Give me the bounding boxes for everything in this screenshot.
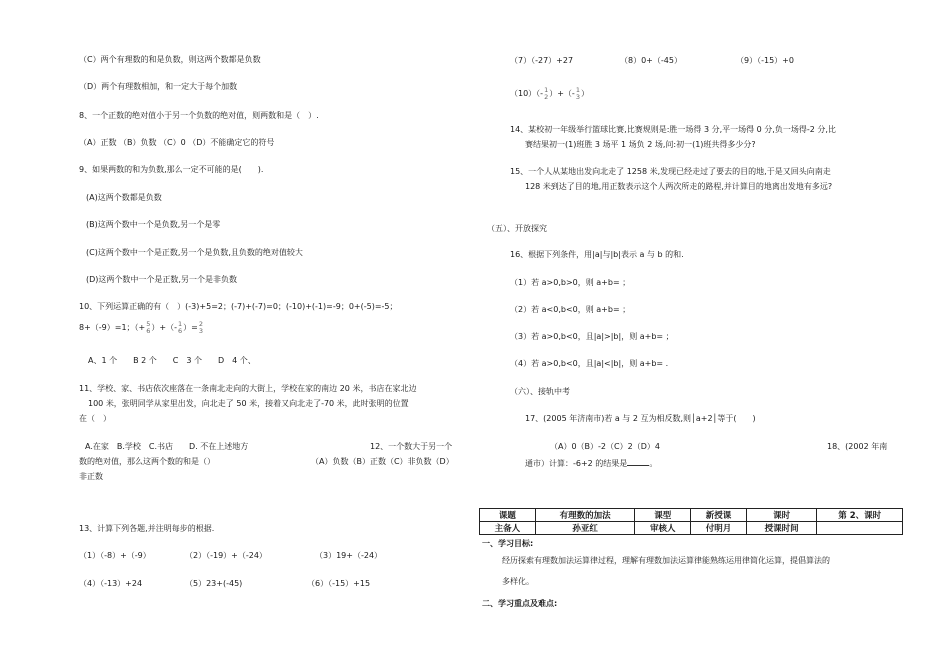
question-12-start: 12、一个数大于另一个 (370, 442, 453, 451)
q16-item-1: （1）若 a>0,b>0，则 a+b= ； (510, 278, 631, 287)
fraction-5-6: 5 6 (146, 319, 151, 335)
question-17-options: （A）0（B）-2（C）2（D）4 (550, 442, 660, 451)
question-12-line2a: 数的绝对值，那么这两个数的和是（） (79, 457, 215, 466)
question-18-line2 (525, 456, 657, 469)
q13-item-1: （1）（-8）+（-9） (79, 551, 151, 560)
question-15-line2: 128 米到达了目的地,用正数表示这个人两次所走的路程,并计算目的地离出发地有多远? (525, 182, 833, 191)
table-cell: 新授课 (691, 509, 747, 522)
question-9-option-a: (A)这两个数都是负数 (86, 193, 162, 202)
question-16: 16、根据下列条件，用|a|与|b|表示 a 与 b 的和. (510, 250, 684, 259)
question-11-options: A.在家 B.学校 C.书店 D. 不在上述地方 (85, 442, 249, 451)
question-18-start: 18、(2002 年南 (827, 442, 888, 451)
answer-blank (627, 456, 649, 466)
section-6-heading: （六）、接轨中考 (510, 387, 570, 396)
fraction-1-2: 1 2 (544, 85, 549, 101)
q13-10-text-a: （10）（- (510, 89, 544, 98)
q7-option-c: （C）两个有理数的和是负数，则这两个数都是负数 (79, 55, 261, 64)
question-9-option-d: (D)这两个数中一个是正数,另一个是非负数 (86, 275, 237, 284)
question-11-line1: 11、学校、家、书店依次座落在一条南北走向的大街上，学校在家的南边 20 米，书店在家北边 (79, 384, 417, 393)
learning-goals-line1: 经历探索有理数加法运算律过程，理解有理数加法运算律能熟练运用律简化运算，提倡算法的 (502, 556, 830, 565)
q13-item-6: （6）（-15）+15 (307, 579, 371, 588)
table-cell: 有理数的加法 (535, 509, 635, 522)
q16-item-3: （3）若 a>0,b<0，且|a|>|b|，则 a+b= ； (510, 332, 674, 341)
question-9-option-c: (C)这两个数中一个是正数,另一个是负数,且负数的绝对值较大 (86, 248, 303, 257)
table-row (480, 509, 903, 522)
question-12-line3: 非正数 (79, 472, 103, 481)
q13-10-text-c: ） (580, 89, 589, 98)
q13-item-9: （9）（-15）+0 (736, 56, 794, 65)
q13-item-5: （5）23+(-45) (185, 579, 243, 588)
question-9-option-b: (B)这两个数中一个是负数,另一个是零 (86, 220, 221, 229)
q18-text: 通市）计算：-6+2 的结果是 (525, 459, 628, 468)
q16-item-4: （4）若 a>0,b<0，且|a|<|b|，则 a+b= . (510, 359, 669, 368)
q13-item-3: （3）19+（-24） (315, 551, 383, 560)
table-cell (817, 522, 903, 535)
q13-item-2: （2）（-19）+（-24） (185, 551, 267, 560)
question-13: 13、计算下列各题,并注明每步的根据. (79, 524, 215, 533)
table-row (480, 522, 903, 535)
q10-text-b: ）+（- (151, 323, 177, 332)
question-10-options: A、1 个 B 2 个 C 3 个 D 4 个、 (88, 356, 256, 365)
question-11-line2: 100 米，张明同学从家里出发，向北走了 50 米，接着又向北走了-70 米，此时张明的位置 (88, 399, 409, 408)
fraction-2-3: 2 3 (198, 319, 203, 335)
q10-text-a: 8+（-9）=1；（+ (79, 323, 146, 332)
question-8-options: （A）正数 （B）负数 （C）0 （D）不能确定它的符号 (79, 138, 275, 147)
question-9: 9、如果两数的和为负数,那么一定不可能的是( ). (79, 165, 264, 174)
q16-item-2: （2）若 a<0,b<0，则 a+b= ； (510, 305, 631, 314)
question-10-line1: 10、下列运算正确的有（ ）(-3)+5=2；(-7)+(-7)=0；(-10)+(-1)=-9；0+(-5)=-5； (79, 302, 398, 311)
table-cell: 课时 (746, 509, 816, 522)
q13-item-7: （7）（-27）+27 (510, 56, 574, 65)
table-cell: 孙亚红 (535, 522, 635, 535)
q13-10-text-b: ）+（- (549, 89, 575, 98)
fraction-1-6: 1 6 (178, 319, 183, 335)
q13-item-8: （8）0+（-45） (620, 56, 682, 65)
question-10-line2 (79, 320, 204, 336)
q18-end: 。 (649, 459, 658, 468)
question-12-options: （A）负数（B）正数（C）非负数（D） (311, 457, 454, 466)
question-15-line1: 15、一个人从某地出发向北走了 1258 米,发现已经走过了要去的目的地,于是又回头向南走 (510, 167, 831, 176)
question-11-line3: 在（ ） (79, 414, 111, 423)
question-8: 8、一个正数的绝对值小于另一个负数的绝对值，则两数和是（ ）. (79, 111, 319, 120)
table-cell: 审核人 (635, 522, 691, 535)
question-14-line2: 赛结果初一(1)班胜 3 场平 1 场负 2 场,问:初一(1)班共得多少分? (525, 140, 756, 149)
table-cell: 第 2、课时 (817, 509, 903, 522)
table-cell: 主备人 (480, 522, 536, 535)
learning-goals-heading: 一、学习目标: (482, 539, 534, 548)
q13-item-4: （4）（-13）+24 (79, 579, 143, 588)
question-14-line1: 14、某校初一年级举行篮球比赛,比赛规则是:胜一场得 3 分,平一场得 0 分,负一场得-2 分,比 (510, 125, 836, 134)
learning-goals-line2: 多样化。 (502, 577, 534, 586)
fraction-1-3: 1 3 (575, 85, 580, 101)
table-cell: 课题 (480, 509, 536, 522)
table-cell: 课型 (635, 509, 691, 522)
section-5-heading: （五）、开放探究 (487, 224, 547, 233)
table-cell: 授课时间 (746, 522, 816, 535)
key-points-heading: 二、学习重点及难点: (482, 599, 558, 608)
q10-text-c: ）= (183, 323, 198, 332)
q7-option-d: （D）两个有理数相加，和一定大于每个加数 (79, 82, 238, 91)
q13-item-10 (510, 86, 589, 102)
lesson-info-table (479, 508, 903, 535)
question-17: 17、(2005 年济南市)若 a 与 2 互为相反数,则│a+2│等于( ) (525, 414, 756, 423)
table-cell: 付明月 (691, 522, 747, 535)
